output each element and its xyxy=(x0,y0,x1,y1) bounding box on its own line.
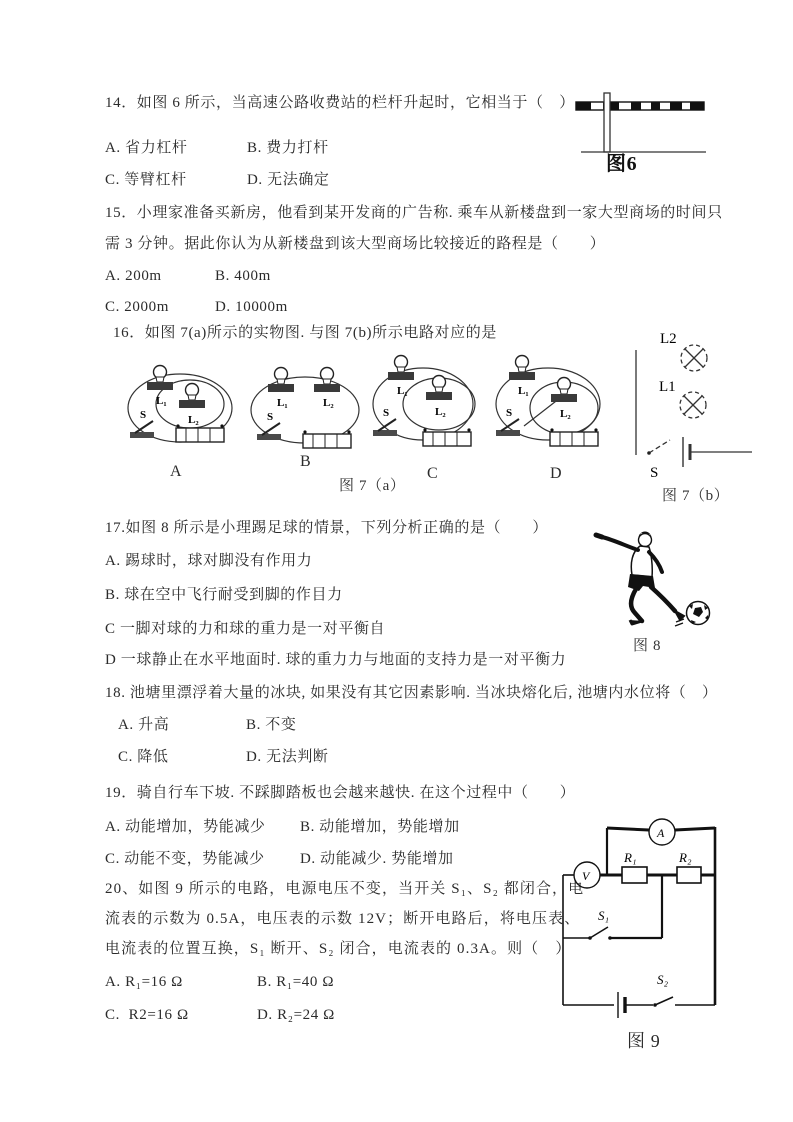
lamp1-label: L₁ xyxy=(397,385,408,397)
q17-option-c: C 一脚对球的力和球的重力是一对平衡自 xyxy=(105,621,386,637)
q20-option-b: B. R₁=40 Ω xyxy=(257,974,335,990)
circuit-photo-c xyxy=(365,350,490,462)
circuit-photo-d xyxy=(488,350,613,462)
r1-label: R₁ xyxy=(624,850,637,865)
q15-option-a: A. 200m xyxy=(105,268,162,284)
q19-option-d: D. 动能减少. 势能增加 xyxy=(300,851,454,867)
fig7a-letter-c: C xyxy=(427,465,439,482)
switch-label: S xyxy=(267,411,274,423)
q16-stem: 16．如图 7(a)所示的实物图. 与图 7(b)所示电路对应的是 xyxy=(113,325,497,341)
toll-barrier-figure xyxy=(573,86,713,164)
q18-option-c: C. 降低 xyxy=(118,749,169,765)
q20-option-a: A. R₁=16 Ω xyxy=(105,974,183,990)
q20-option-d: D. R₂=24 Ω xyxy=(257,1007,335,1023)
switch-label: S xyxy=(140,409,147,421)
switch-label: S xyxy=(506,407,513,419)
q20-option-c: C. R2=16 Ω xyxy=(105,1007,189,1023)
q20-stem-line1: 20、如图 9 所示的电路，电源电压不变，当开关 S₁、S₂ 都闭合，电 xyxy=(105,881,585,897)
q19-option-c: C. 动能不变，势能减少 xyxy=(105,851,265,867)
q14-option-c: C. 等臂杠杆 xyxy=(105,172,187,188)
q19-option-a: A. 动能增加，势能减少 xyxy=(105,819,266,835)
fig7a-caption: 图 7（a） xyxy=(339,478,406,494)
q14-option-a: A. 省力杠杆 xyxy=(105,140,188,156)
q15-option-b: B. 400m xyxy=(215,268,271,284)
q14-option-b: B. 费力打杆 xyxy=(247,140,329,156)
voltmeter-label: V xyxy=(582,869,590,883)
fig9-caption: 图 9 xyxy=(627,1031,661,1051)
q18-option-a: A. 升高 xyxy=(118,717,170,733)
q17-option-a: A. 踢球时，球对脚没有作用力 xyxy=(105,553,313,569)
q19-option-b: B. 动能增加，势能增加 xyxy=(300,819,460,835)
fig7b-caption: 图 7（b） xyxy=(662,488,730,504)
q15-option-c: C. 2000m xyxy=(105,299,169,315)
fig8-caption: 图 8 xyxy=(633,638,662,654)
fig7a-letter-d: D xyxy=(550,465,563,482)
ammeter-label: A xyxy=(657,826,665,840)
circuit-photo-a xyxy=(118,356,243,461)
fig6-caption: 图6 xyxy=(606,153,638,175)
q15-option-d: D. 10000m xyxy=(215,299,288,315)
q14-option-d: D. 无法确定 xyxy=(247,172,330,188)
lamp1-label: L₁ xyxy=(518,385,529,397)
circuit-schematic-9 xyxy=(556,796,793,1031)
fig7a-letter-a: A xyxy=(170,463,183,480)
q18-option-b: B. 不变 xyxy=(246,717,297,733)
lamp2-label: L₂ xyxy=(435,406,446,418)
q18-option-d: D. 无法判断 xyxy=(246,749,329,765)
q19-stem: 19．骑自行车下坡. 不踩脚踏板也会越来越快. 在这个过程中（ ） xyxy=(105,785,576,801)
circuit-schematic-7b xyxy=(630,325,793,485)
q18-stem: 18. 池塘里漂浮着大量的冰块, 如果没有其它因素影响. 当冰块熔化后, 池塘内水位将（ ） xyxy=(105,685,718,701)
q17-option-d: D 一球静止在水平地面时. 球的重力力与地面的支持力是一对平衡力 xyxy=(105,652,567,668)
lamp1-label: L₁ xyxy=(277,397,288,409)
s1-label: S₁ xyxy=(598,908,610,923)
q20-stem-line2: 流表的示数为 0.5A，电压表的示数 12V；断开电路后，将电压表、 xyxy=(105,911,581,927)
q17-option-b: B. 球在空中飞行耐受到脚的作目力 xyxy=(105,587,343,603)
q17-stem: 17.如图 8 所示是小理踢足球的情景，下列分析正确的是（ ） xyxy=(105,520,548,536)
lamp1-label: L₁ xyxy=(156,395,167,407)
fig7b-lamp-bottom-label: L1 xyxy=(659,379,676,395)
s2-label: S₂ xyxy=(657,972,669,987)
lamp2-label: L₂ xyxy=(323,397,334,409)
switch-label: S xyxy=(383,407,390,419)
lamp2-label: L₂ xyxy=(188,414,199,426)
fig7b-lamp-top-label: L2 xyxy=(660,331,677,347)
fig7b-switch-label: S xyxy=(650,465,659,481)
circuit-photo-b xyxy=(243,360,368,460)
q15-stem-line1: 15．小理家准备买新房，他看到某开发商的广告称. 乘车从新楼盘到一家大型商场的时间只 xyxy=(105,205,723,221)
lamp2-label: L₂ xyxy=(560,408,571,420)
soccer-player-figure xyxy=(572,527,722,635)
q20-stem-line3: 电流表的位置互换，S₁ 断开、S₂ 闭合，电流表的 0.3A。则（ ） xyxy=(105,941,572,957)
r2-label: R₂ xyxy=(679,850,692,865)
q14-stem: 14．如图 6 所示，当高速公路收费站的栏杆升起时，它相当于（ ） xyxy=(105,95,575,111)
fig7a-letter-b: B xyxy=(300,453,312,470)
q15-stem-line2: 需 3 分钟。据此你认为从新楼盘到该大型商场比较接近的路程是（ ） xyxy=(105,236,606,252)
